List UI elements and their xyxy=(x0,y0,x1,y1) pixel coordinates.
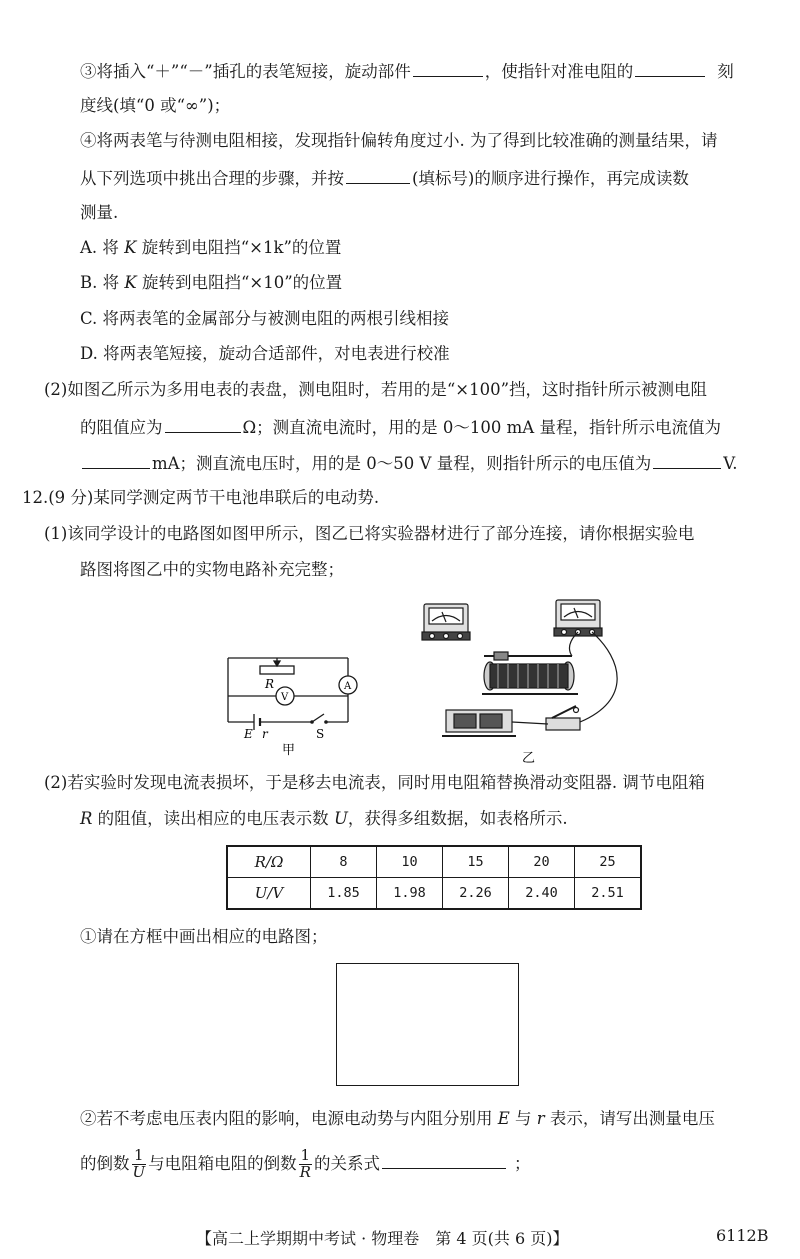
table-header-R: R/Ω xyxy=(227,846,311,878)
table-cell: 10 xyxy=(377,846,443,878)
table-cell: 15 xyxy=(443,846,509,878)
q12-p1-line1: (1)该同学设计的电路图如图甲所示，图乙已将实验器材进行了部分连接，请你根据实验电 xyxy=(44,524,695,543)
q11-part2-line3: mA；测直流电压时，用的是 0～50 V 量程，则指针所示的电压值为 V. xyxy=(80,454,738,473)
q11-step4-line3: 测量. xyxy=(80,203,119,222)
q11-step3-line1: ③将插入“＋”“－”插孔的表笔短接，旋动部件 ，使指针对准电阻的 刻 xyxy=(80,62,734,81)
table-cell: 2.26 xyxy=(443,878,509,910)
answer-blank[interactable] xyxy=(165,418,241,433)
table-cell: 25 xyxy=(575,846,642,878)
q11-step3-line2: 度线(填“0 或“∞”)； xyxy=(80,96,231,115)
label-E: E xyxy=(244,727,253,741)
page-footer-code: 6112B xyxy=(716,1226,769,1245)
table-cell: 8 xyxy=(311,846,377,878)
label-V: V xyxy=(281,692,289,703)
caption-jia: 甲 xyxy=(282,743,296,758)
answer-blank[interactable] xyxy=(82,454,150,469)
label-A: A xyxy=(344,681,352,692)
q11-step4-line1: ④将两表笔与待测电阻相接，发现指针偏转角度过小. 为了得到比较准确的测量结果，请 xyxy=(80,131,718,150)
table-cell: 1.85 xyxy=(311,878,377,910)
apparatus-figure-yi xyxy=(418,590,638,770)
q11-step4-line2: 从下列选项中挑出合理的步骤，并按 (填标号)的顺序进行操作，再完成读数 xyxy=(80,169,689,188)
answer-blank[interactable] xyxy=(653,454,721,469)
circuit-drawing-box[interactable] xyxy=(336,963,519,1086)
q11-part2-line1: (2)如图乙所示为多用电表的表盘，测电阻时，若用的是“×100”挡，这时指针所示被测电阻 xyxy=(44,380,708,399)
table-cell: 2.40 xyxy=(509,878,575,910)
label-S: S xyxy=(316,727,325,741)
page-footer-title: 【高二上学期期中考试 · 物理卷 第 4 页(共 6 页)】 xyxy=(196,1229,569,1248)
table-cell: 1.98 xyxy=(377,878,443,910)
caption-yi: 乙 xyxy=(522,751,536,766)
voltmeter-device xyxy=(422,604,470,640)
option-c: C. 将两表笔的金属部分与被测电阻的两根引线相接 xyxy=(80,309,450,328)
q12-sub2-line2: 的倒数 $\frac{1}{U}$ 与电阻箱电阻的倒数 $\frac{1}{R}$ 的关系式 ； xyxy=(80,1146,531,1181)
option-a: A. 将 K 旋转到电阻挡“×1k”的位置 xyxy=(80,238,342,257)
table-cell: 20 xyxy=(509,846,575,878)
battery-holder-device xyxy=(442,710,516,736)
answer-blank[interactable] xyxy=(413,62,483,77)
fraction-one-over-U: $\frac{1}{U}$ xyxy=(132,1146,146,1181)
fraction-one-over-R: $\frac{1}{R}$ xyxy=(299,1146,311,1181)
ammeter-device xyxy=(554,600,602,636)
answer-blank[interactable] xyxy=(346,169,410,184)
q12-sub2-line1: ②若不考虑电压表内阻的影响，电源电动势与内阻分别用 E 与 r 表示，请写出测量电压 xyxy=(80,1109,715,1128)
data-table xyxy=(226,845,642,910)
answer-blank[interactable] xyxy=(635,62,705,77)
rheostat-device xyxy=(482,652,578,694)
table-row-U xyxy=(227,878,641,910)
answer-blank[interactable] xyxy=(382,1154,506,1169)
q11-part2-line2: 的阻值应为 Ω；测直流电流时，用的是 0～100 mA 量程，指针所示电流值为 xyxy=(80,418,721,437)
q12-header: 12.(9 分)某同学测定两节干电池串联后的电动势. xyxy=(22,488,380,507)
q12-p2-line2: R 的阻值，读出相应的电压表示数 U，获得多组数据，如表格所示. xyxy=(80,809,568,828)
label-R: R xyxy=(265,677,275,691)
q12-sub1: ①请在方框中画出相应的电路图； xyxy=(80,927,328,946)
circuit-diagram-jia xyxy=(220,648,360,760)
option-d: D. 将两表笔短接，旋动合适部件，对电表进行校准 xyxy=(80,344,450,363)
q12-p1-line2: 路图将图乙中的实物电路补充完整； xyxy=(80,560,344,579)
table-cell: 2.51 xyxy=(575,878,642,910)
q12-p2-line1: (2)若实验时发现电流表损坏，于是移去电流表，同时用电阻箱替换滑动变阻器. 调节电阻箱 xyxy=(44,773,705,792)
option-b: B. 将 K 旋转到电阻挡“×10”的位置 xyxy=(80,273,343,292)
switch-device xyxy=(546,706,580,730)
table-row-R xyxy=(227,846,641,878)
label-r: r xyxy=(262,727,268,741)
table-header-U: U/V xyxy=(227,878,311,910)
